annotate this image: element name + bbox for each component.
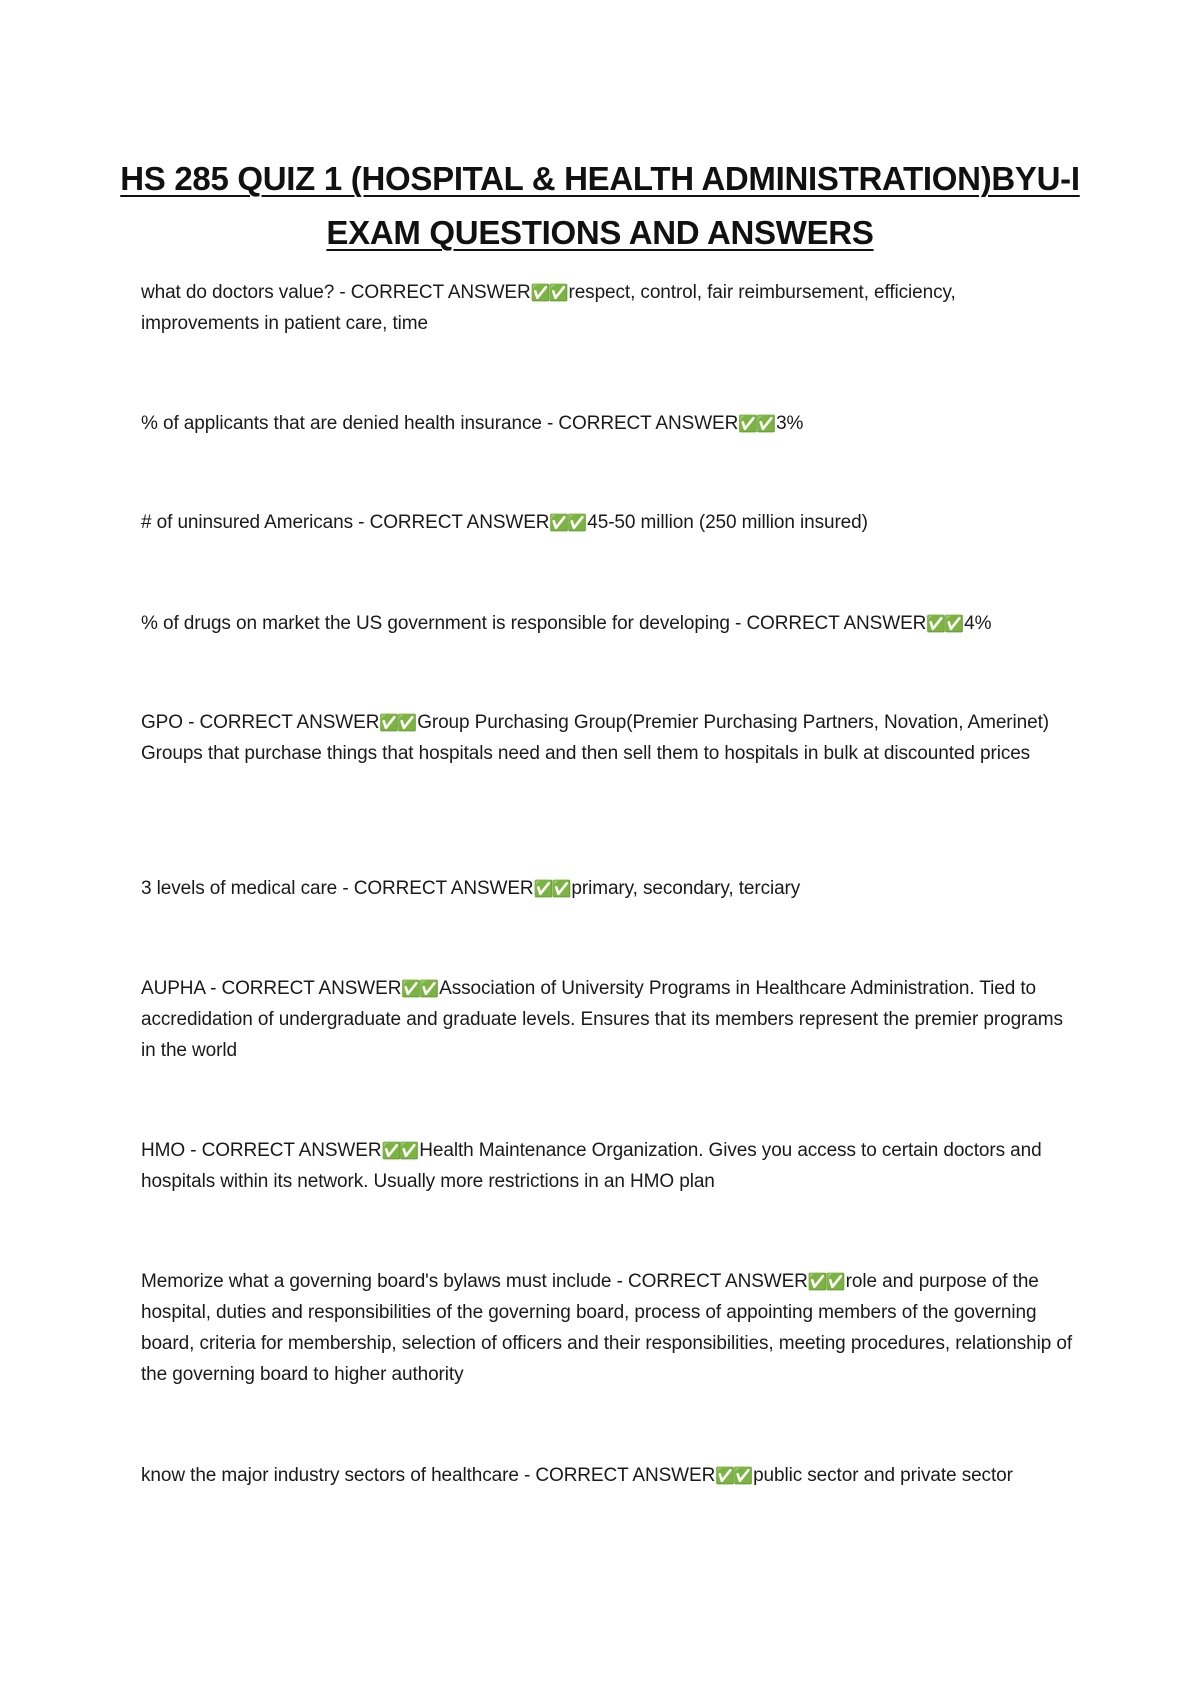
answer-marker: CORRECT ANSWER: [369, 512, 550, 533]
answer-text: 45-50 million (250 million insured): [587, 512, 868, 533]
answer-marker: CORRECT ANSWER: [199, 712, 380, 733]
question-text: Memorize what a governing board's bylaws must include -: [141, 1271, 628, 1292]
title-line-1: HS 285 QUIZ 1 (HOSPITAL & HEALTH ADMINISTRATION)BYU-I: [120, 160, 1080, 197]
check-mark-icon: ✅✅: [381, 1141, 418, 1160]
qa-item-9: [141, 1266, 1076, 1390]
answer-text: role and purpose of the hospital, duties and responsibilities of the governing board, process of appointing members of the governing board, criteria for membership, selection of officers and their responsibilities, meeting procedures, relationship of the governing board to higher authority: [141, 1271, 1073, 1385]
question-text: # of uninsured Americans -: [141, 512, 370, 533]
check-mark-icon: ✅✅: [549, 513, 586, 532]
qa-item-3: [141, 507, 1076, 538]
answer-marker: CORRECT ANSWER: [353, 878, 534, 899]
answer-text: primary, secondary, terciary: [571, 878, 801, 899]
qa-item-4: [141, 608, 1076, 639]
answer-marker: CORRECT ANSWER: [627, 1271, 808, 1292]
question-text: AUPHA -: [141, 978, 222, 999]
check-mark-icon: ✅✅: [533, 879, 570, 898]
check-mark-icon: ✅✅: [715, 1466, 752, 1485]
answer-text: public sector and private sector: [753, 1465, 1013, 1486]
question-text: what do doctors value? -: [141, 282, 351, 303]
qa-item-8: [141, 1135, 1076, 1197]
answer-marker: CORRECT ANSWER: [746, 613, 927, 634]
check-mark-icon: ✅✅: [401, 979, 438, 998]
check-mark-icon: ✅✅: [379, 713, 416, 732]
qa-item-1: [141, 277, 1076, 339]
question-text: 3 levels of medical care -: [141, 878, 354, 899]
answer-text: Group Purchasing Group(Premier Purchasing Partners, Novation, Amerinet) Groups that purchase things that hospitals need and then sell them to hospitals in bulk at discounted prices: [141, 712, 1049, 764]
answer-marker: CORRECT ANSWER: [350, 282, 531, 303]
title-line-2: EXAM QUESTIONS AND ANSWERS: [326, 214, 874, 251]
qa-item-5: [141, 707, 1076, 769]
answer-marker: CORRECT ANSWER: [535, 1465, 716, 1486]
check-mark-icon: ✅✅: [926, 614, 963, 633]
answer-text: Health Maintenance Organization. Gives you access to certain doctors and hospitals within its network. Usually more restrictions in an HMO plan: [141, 1140, 1042, 1192]
question-text: HMO -: [141, 1140, 202, 1161]
answer-text: 4%: [964, 613, 992, 634]
question-text: % of drugs on market the US government is responsible for developing -: [141, 613, 747, 634]
qa-item-2: [141, 408, 1076, 439]
answer-marker: CORRECT ANSWER: [201, 1140, 382, 1161]
answer-text: respect, control, fair reimbursement, efficiency, improvements in patient care, time: [141, 282, 956, 334]
check-mark-icon: ✅✅: [738, 414, 775, 433]
document-title: [100, 152, 1100, 260]
qa-item-6: [141, 873, 1076, 904]
qa-item-7: [141, 973, 1076, 1066]
question-text: % of applicants that are denied health insurance -: [141, 413, 559, 434]
answer-marker: CORRECT ANSWER: [558, 413, 739, 434]
check-mark-icon: ✅✅: [530, 283, 567, 302]
question-text: GPO -: [141, 712, 200, 733]
question-text: know the major industry sectors of healthcare -: [141, 1465, 536, 1486]
qa-item-10: [141, 1460, 1076, 1491]
answer-text: Association of University Programs in Healthcare Administration. Tied to accredidation of undergraduate and graduate levels. Ensures that its members represent the premier programs in the world: [141, 978, 1063, 1061]
answer-marker: CORRECT ANSWER: [221, 978, 402, 999]
answer-text: 3%: [776, 413, 804, 434]
check-mark-icon: ✅✅: [807, 1272, 844, 1291]
